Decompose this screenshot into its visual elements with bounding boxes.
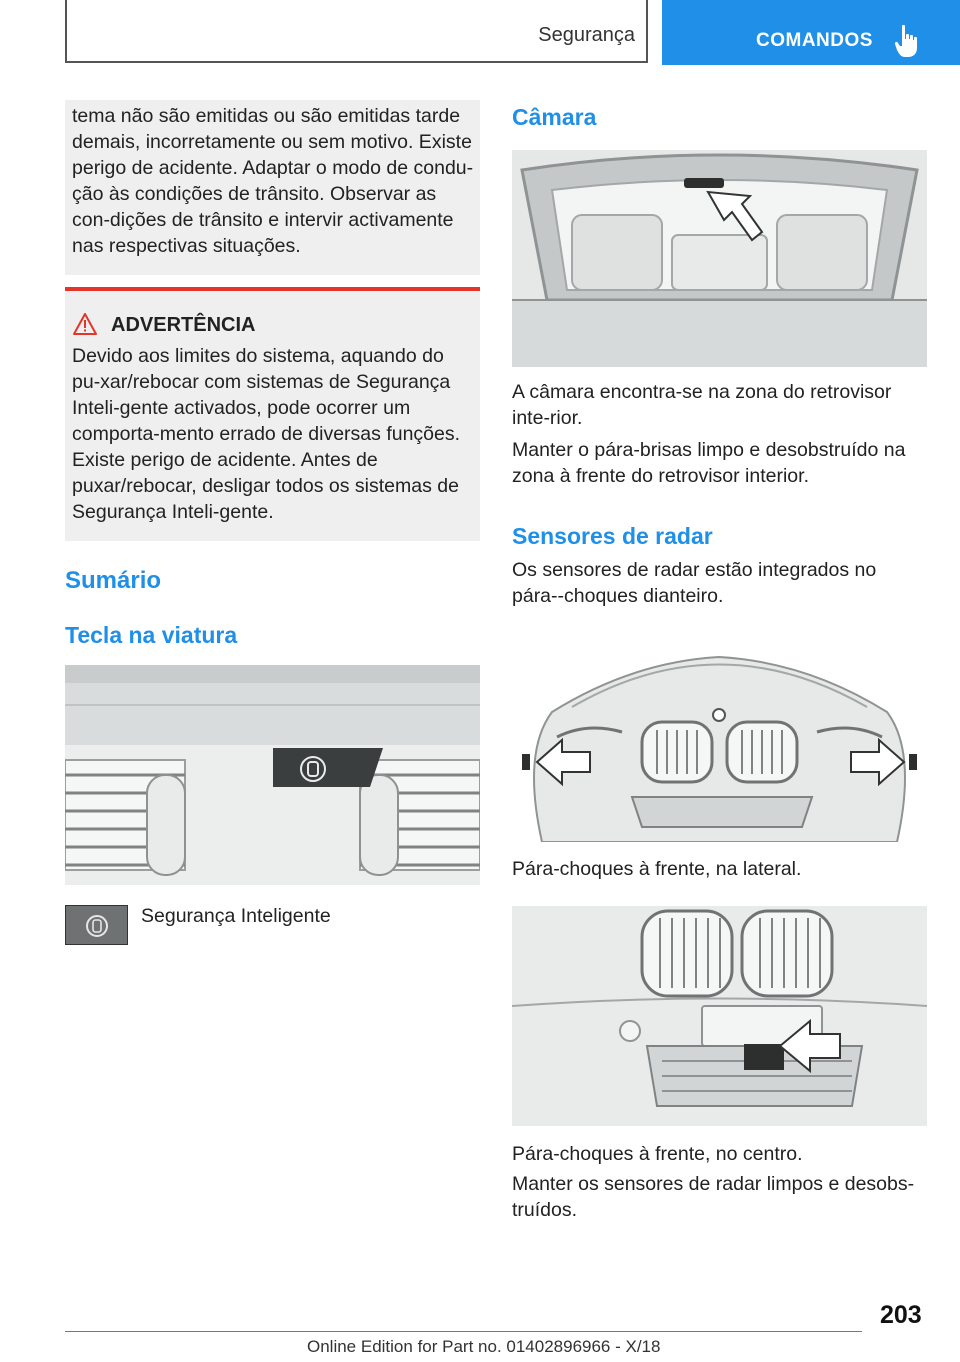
- warning-triangle-icon: [73, 313, 97, 335]
- section-title: Segurança: [538, 24, 635, 46]
- dashboard-button-image: [65, 665, 480, 885]
- page-number: 203: [880, 1301, 922, 1329]
- radar-note: Manter os sensores de radar limpos e desobs-truídos.: [512, 1173, 915, 1221]
- radar-center-image: [512, 906, 927, 1126]
- car-interior-illustration: [512, 150, 927, 367]
- footer-edition: Online Edition for Part no. 01402896966 - X/18: [307, 1337, 661, 1356]
- front-bumper-lateral-illustration: [512, 622, 927, 842]
- warning-title: ADVERTÊNCIA: [111, 314, 256, 336]
- warning-text: Devido aos limites do sistema, aquando do pu-xar/rebocar com sistemas de Segurança Inteli-gente activados, pode ocorrer um comporta-mento errado de diversas funções. Existe perigo de acidente. Antes de puxar/rebocar, desligar todos os sistemas de Segurança Inteli-gente.: [72, 345, 461, 523]
- pointing-hand-icon: [894, 24, 920, 58]
- front-bumper-center-illustration: [512, 906, 927, 1126]
- button-heading: Tecla na viatura: [65, 622, 238, 648]
- camera-text-1: A câmara encontra-se na zona do retrovisor inte-rior.: [512, 381, 892, 429]
- warning-continued-text: tema não são emitidas ou são emitidas tarde demais, incorretamente ou sem motivo. Existe perigo de acidente. Adaptar o modo de condu-ção às condições de trânsito. Observar as con-dições de trânsito e intervir activamente nas respectivas situações.: [72, 105, 474, 257]
- summary-heading: Sumário: [65, 567, 162, 594]
- radar-heading: Sensores de radar: [512, 523, 713, 549]
- radar-text: Os sensores de radar estão integrados no pára--choques dianteiro.: [512, 559, 877, 607]
- camera-text-2: Manter o pára-brisas limpo e desobstruído na zona à frente do retrovisor interior.: [512, 439, 906, 487]
- radar-lateral-image: [512, 622, 927, 842]
- dashboard-illustration: [65, 665, 480, 885]
- caption-center: Pára-choques à frente, no centro.: [512, 1143, 803, 1165]
- intelligent-safety-button: [65, 905, 128, 945]
- caption-lateral: Pára-choques à frente, na lateral.: [512, 858, 802, 880]
- button-caption: Segurança Inteligente: [141, 905, 331, 927]
- footer-rule: [65, 1331, 862, 1332]
- camera-heading: Câmara: [512, 104, 597, 130]
- chapter-tab-label: COMANDOS: [756, 30, 873, 51]
- camera-location-image: [512, 150, 927, 367]
- intelligent-safety-icon: [66, 906, 129, 946]
